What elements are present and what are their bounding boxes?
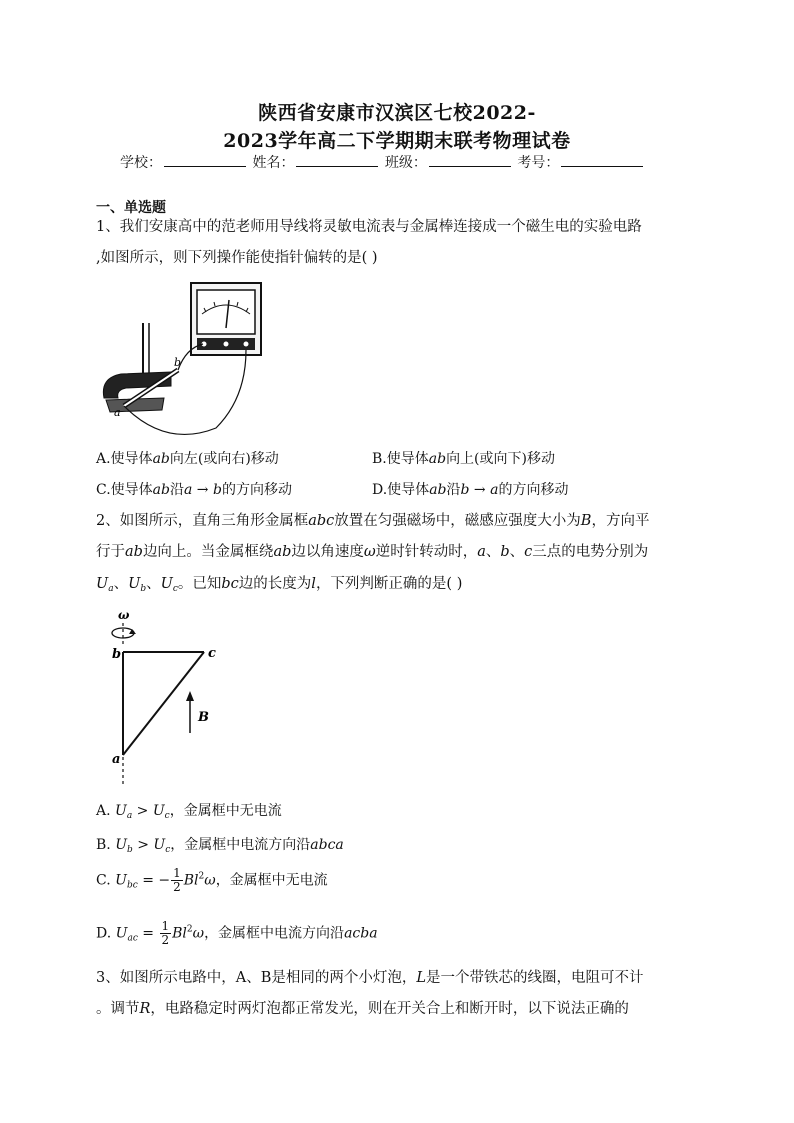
q2-option-b[interactable]: B. $U_b > U_c$，金属框中电流方向沿abca [96,837,344,855]
q2-fig-label-a: a [112,752,121,767]
school-blank[interactable] [164,154,246,167]
title-line1: 陕西省安康市汉滨区七校2022- [258,102,536,124]
name-label: 姓名： [252,155,295,171]
title-line2: 2023学年高二下学期期末联考物理试卷 [223,130,571,152]
school-label: 学校： [120,155,162,171]
q1-text-line2: ,如图所示，则下列操作能使指针偏转的是( ) [96,250,378,266]
q2-option-d[interactable]: D. $U_{ac}$ = $\frac{1}{2}$ Bl$^2$ω，金属框中电流方向沿acba [96,919,378,947]
exam-no-blank[interactable] [561,154,643,167]
q1-option-c[interactable]: C.使导体ab沿a → b的方向移动 [96,482,292,498]
section-heading: 一、单选题 [96,200,166,216]
q2-text-line3: $U_a$、$U_b$、$U_c$。已知bc边的长度为l，下列判断正确的是( ) [96,576,463,594]
q2-fig-label-B: B [198,710,209,725]
q2-fig-label-c: c [208,646,216,661]
q2-option-c[interactable]: C. $U_{bc}$ = − $\frac{1}{2}$ Bl$^2$ω，金属框中无电流 [96,866,328,894]
q2-fig-label-b: b [112,647,122,662]
q1-option-d[interactable]: D.使导体ab沿b → a的方向移动 [372,482,569,498]
q2-fig-omega: ω [118,608,130,622]
student-info-line [120,152,645,172]
q3-text-line1: 3、如图所示电路中，A、B是相同的两个小灯泡，L是一个带铁芯的线圈，电阻可不计 [96,970,644,986]
q3-text-line2: 。调节R，电路稳定时两灯泡都正常发光，则在开关合上和断开时，以下说法正确的 [96,1001,629,1017]
exam-no-label: 考号： [517,155,560,171]
class-blank[interactable] [429,154,511,167]
q1-fig-label-b: b [174,356,182,369]
q2-text-line2: 行于ab边向上。当金属框绕ab边以角速度ω逆时针转动时，a、b、c三点的电势分别为 [96,544,649,560]
q2-text-line1: 2、如图所示，直角三角形金属框abc放置在匀强磁场中，磁感应强度大小为B，方向平 [96,513,650,529]
q1-figure-galvanometer-circuit [96,278,266,438]
name-blank[interactable] [296,154,378,167]
q1-fig-label-a: a [114,406,121,419]
q1-option-a[interactable]: A.使导体ab向左(或向右)移动 [96,451,279,467]
class-label: 班级： [384,155,427,171]
q1-option-b[interactable]: B.使导体ab向上(或向下)移动 [372,451,555,467]
q1-text-line1: 1、我们安康高中的范老师用导线将灵敏电流表与金属棒连接成一个磁生电的实验电路 [96,219,642,235]
q2-option-a[interactable]: A. $U_a > U_c$，金属框中无电流 [96,803,282,821]
q2-figure-triangle-frame [96,605,236,790]
